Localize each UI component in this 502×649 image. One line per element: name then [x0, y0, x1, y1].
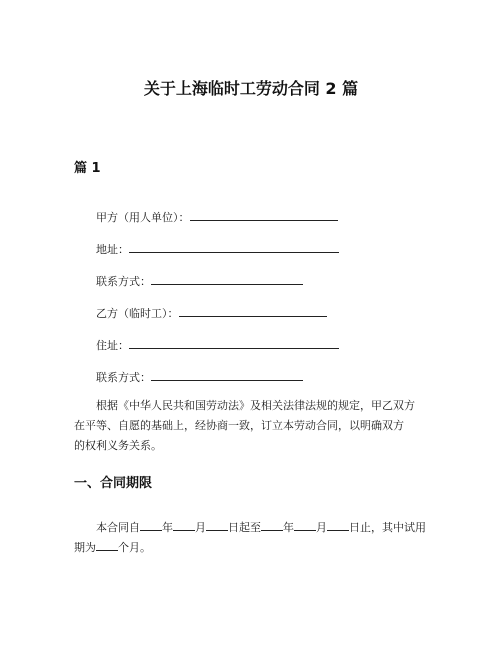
clause-text: 期为	[74, 541, 96, 554]
party-a-address-blank	[129, 241, 339, 253]
intro-line: 在平等、自愿的基础上，经协商一致，订立本劳动合同，以明确双方	[74, 419, 404, 432]
clause-1-paragraph	[74, 518, 436, 558]
clause-text: 年	[162, 521, 173, 534]
clause-text: 日起至	[228, 521, 261, 534]
month-blank	[294, 519, 316, 531]
section-heading-1: 篇 1	[74, 161, 101, 176]
clause-text: 月	[195, 521, 206, 534]
clause-1-line-1	[74, 518, 436, 538]
clause-text: 年	[283, 521, 294, 534]
month-blank	[173, 519, 195, 531]
day-blank	[206, 519, 228, 531]
party-b-label: 乙方（临时工）：	[96, 307, 179, 320]
clause-text: 月	[316, 521, 327, 534]
intro-paragraph	[74, 396, 436, 456]
year-blank	[140, 519, 162, 531]
intro-line: 根据《中华人民共和国劳动法》及相关法律法规的规定，甲乙双方	[96, 399, 415, 412]
intro-line: 的权利义务关系。	[74, 439, 162, 452]
probation-blank	[96, 539, 118, 551]
day-blank	[327, 519, 349, 531]
party-a-field	[96, 209, 338, 226]
party-b-address-field	[96, 337, 339, 354]
party-b-address-blank	[129, 337, 339, 349]
party-b-field	[96, 305, 327, 322]
clause-1-heading: 一、合同期限	[74, 476, 153, 491]
document-title: 关于上海临时工劳动合同 2 篇	[143, 79, 359, 98]
party-a-blank	[190, 209, 338, 221]
party-a-address-label: 地址：	[96, 243, 129, 256]
clause-text: 本合同自	[96, 521, 140, 534]
party-b-blank	[179, 305, 327, 317]
party-a-contact-field	[96, 273, 303, 290]
party-a-address-field	[96, 241, 339, 258]
party-a-contact-label: 联系方式：	[96, 275, 151, 288]
party-a-label: 甲方（用人单位）：	[96, 211, 190, 224]
year-blank	[261, 519, 283, 531]
party-b-contact-field	[96, 369, 303, 386]
party-b-address-label: 住址：	[96, 339, 129, 352]
clause-text: 日止，其中试用	[349, 521, 426, 534]
clause-1-line-2	[74, 538, 436, 558]
clause-text: 个月。	[118, 541, 151, 554]
party-b-contact-blank	[151, 369, 303, 381]
party-b-contact-label: 联系方式：	[96, 371, 151, 384]
party-a-contact-blank	[151, 273, 303, 285]
